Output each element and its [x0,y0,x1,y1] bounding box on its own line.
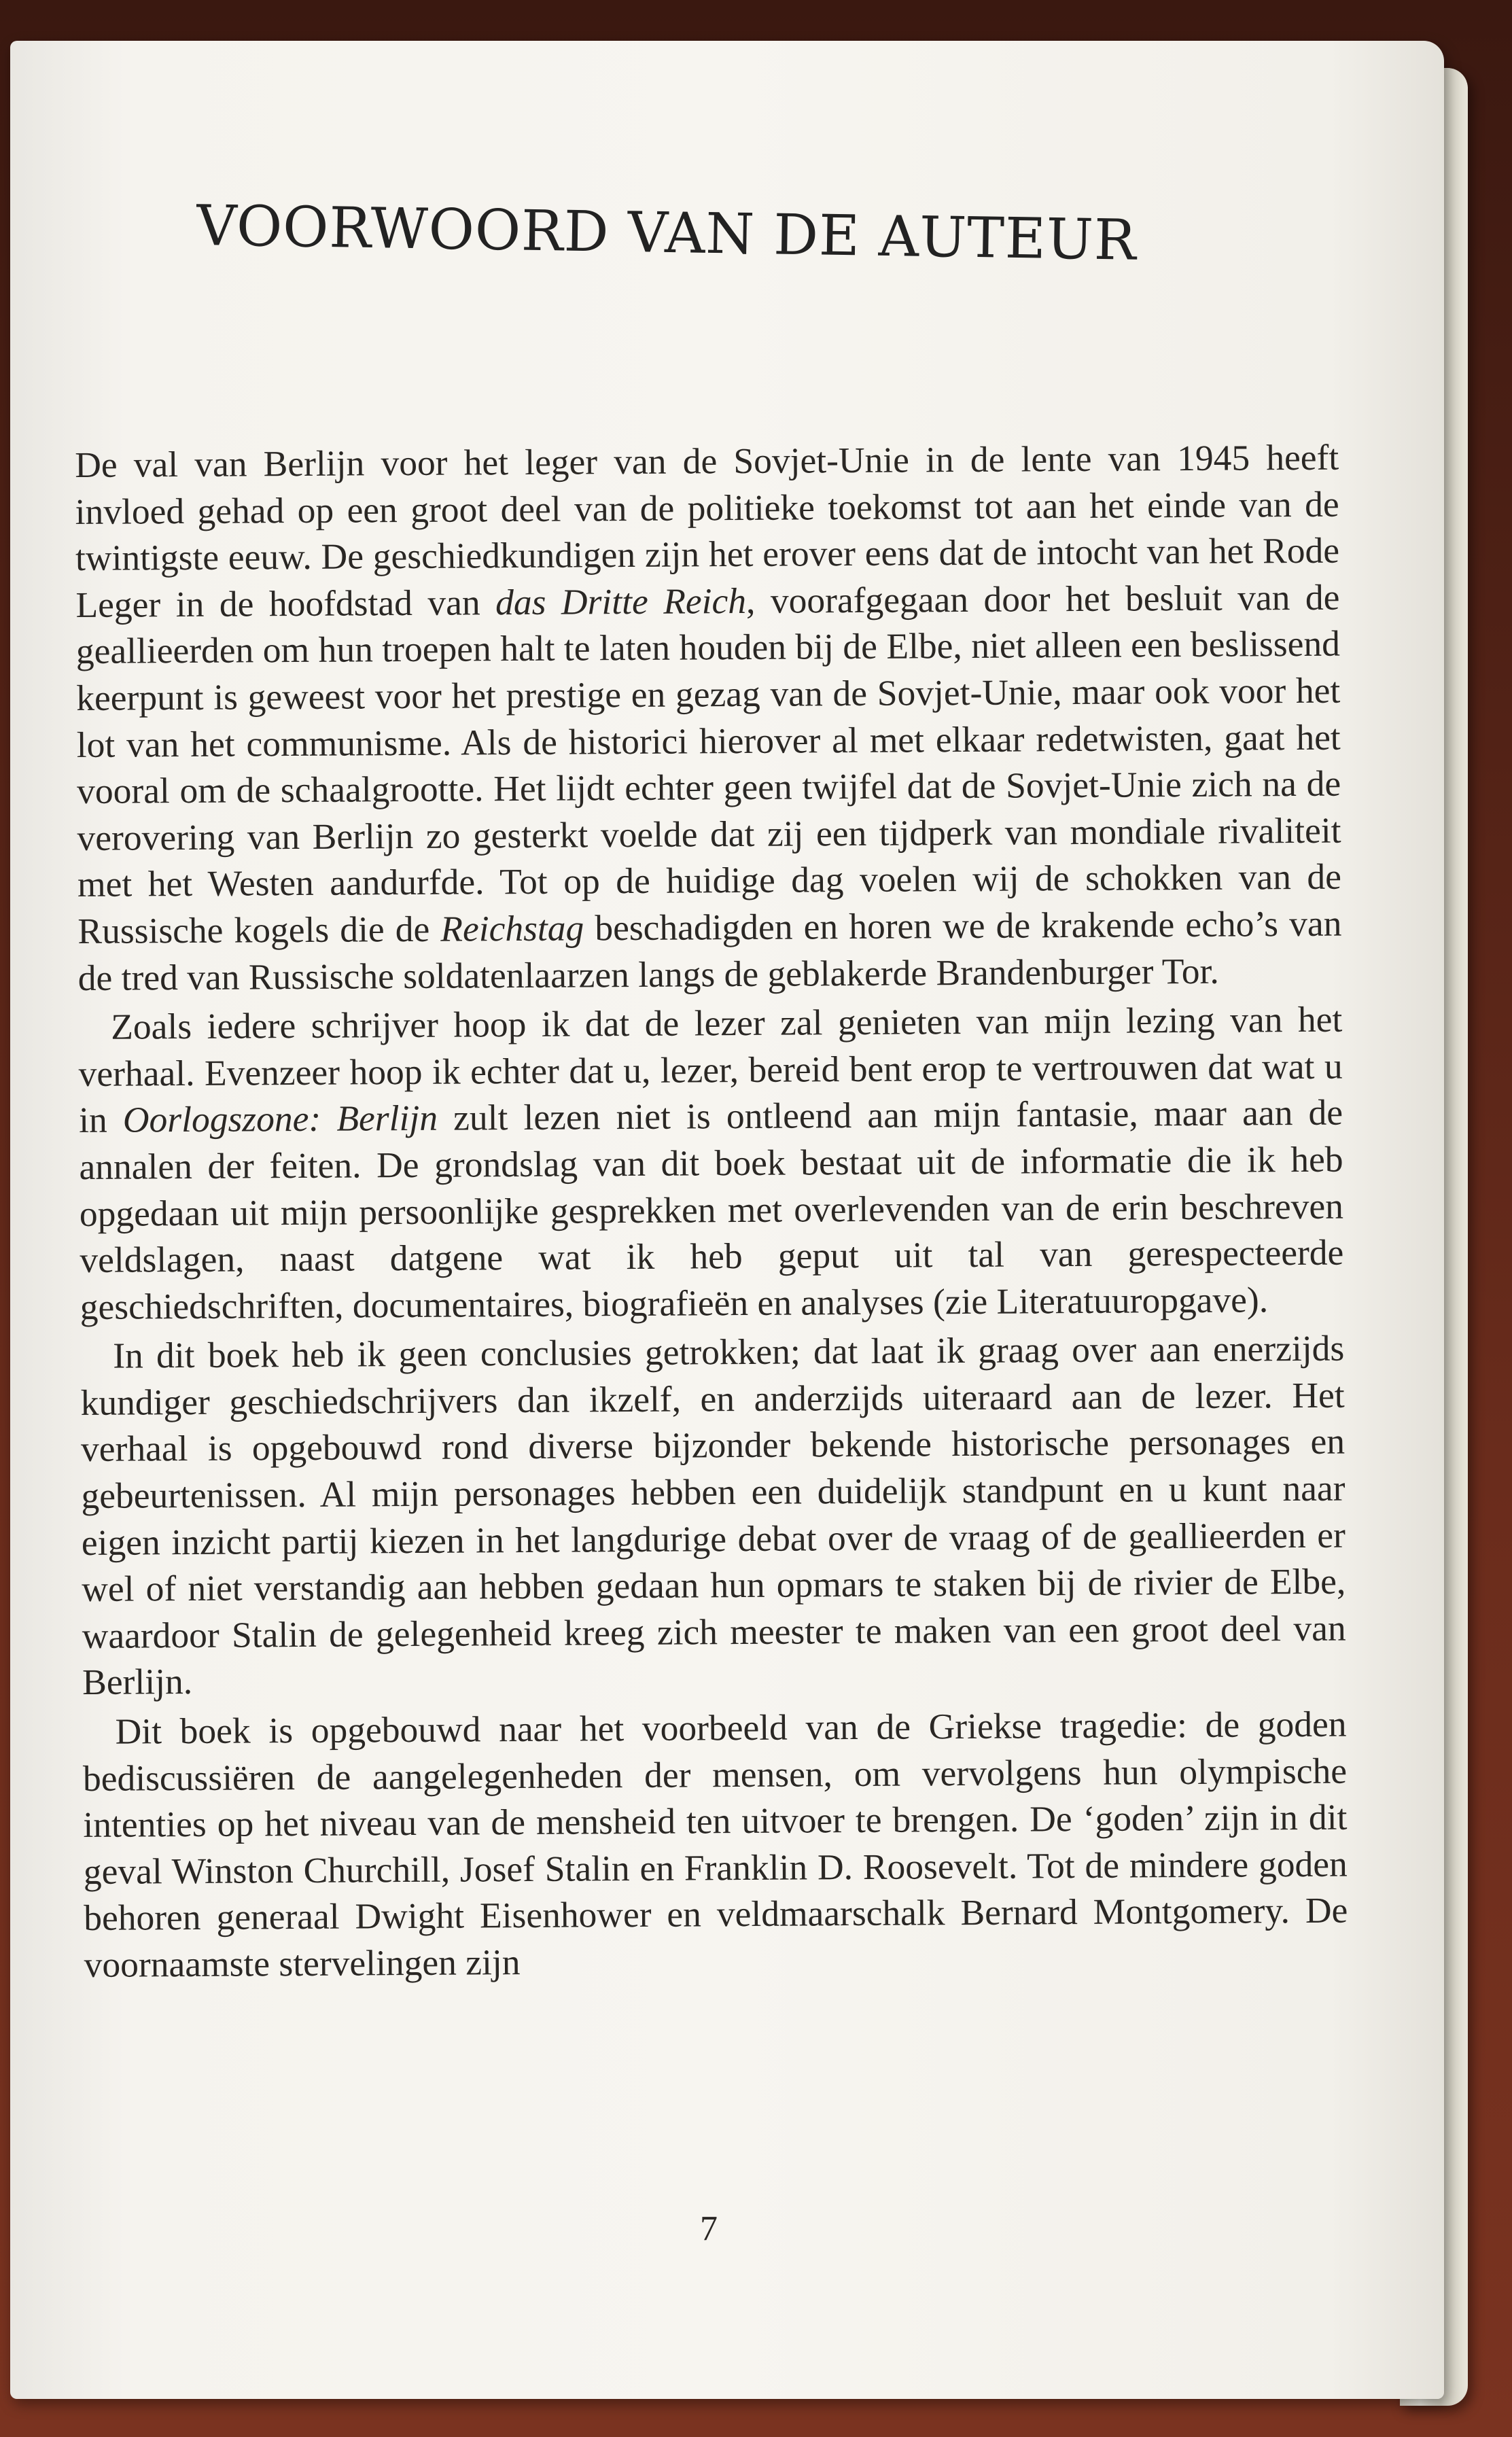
italic-run: das Dritte Reich [495,580,747,623]
italic-run: Oorlogszone: Berlijn [122,1098,438,1140]
paragraph-3 [80,1325,1346,1706]
paragraph-1 [75,434,1342,1001]
text-run: zult lezen niet is ontleend aan mijn fantasie, maar aan de annalen der feiten. De grondslag van dit boek bestaat uit de informatie die ik heb opgedaan uit mijn persoonlijke gesprekken met overlevenden van de erin beschreven veldslagen, naast datgene wat ik heb geput uit tal van gerespecteerde geschiedschriften, documentaires, biografieën en analyses (zie Literatuuropgave). [79,1091,1344,1327]
page-number: 7 [700,2209,718,2248]
body-text [75,434,1348,1988]
text-run: Zoals iedere schrijver hoop ik dat de lezer zal genieten van mijn lezing van het verhaal. Evenzeer hoop ik echter dat u, lezer, bereid bent erop te vertrouwen dat wat u in [78,998,1343,1141]
paragraph-4 [82,1701,1348,1988]
chapter-title: VOORWOORD VAN DE AUTEUR [196,194,1138,273]
text-run: Dit boek is opgebouwd naar het voorbeeld van de Griekse tragedie: de goden bediscussiëren de aangelegenheden der mensen, om vervolgens hun olympische intenties op het niveau van de mensheid ten uitvoer te brengen. De ‘goden’ zijn in dit geval Winston Churchill, Josef Stalin en Franklin D. Roosevelt. Tot de mindere goden behoren generaal Dwight Eisenhower en veldmaarschalk Bernard Montgomery. De voornaamste stervelingen zijn [82,1703,1348,1985]
text-run: beschadigden en horen we de krakende echo’s van de tred van Russische soldatenlaarzen langs de geblakerde Brandenburger Tor. [77,902,1342,998]
italic-run: Reichstag [440,907,584,949]
paragraph-2 [78,996,1344,1331]
text-run: De val van Berlijn voor het leger van de Sovjet-Unie in de lente van 1945 heeft invloed gehad op een groot deel van de politieke toekomst tot aan het einde van de twintigste eeuw. De geschiedkundigen zijn het erover eens dat de intocht van het Rode Leger in de hoofdstad van [75,436,1340,625]
text-run: In dit boek heb ik geen conclusies getrokken; dat laat ik graag over aan enerzijds kundiger geschiedschrijvers dan ikzelf, en anderzijds uiteraard aan de lezer. Het verhaal is opgebouwd rond diverse bijzonder bekende historische personages en gebeurtenissen. Al mijn personages hebben een duidelijk standpunt en u kunt naar eigen inzicht partij kiezen in het langdurige debat over de vraag of de geallieerden er wel of niet verstandig aan hebben gedaan hun opmars te staken bij de rivier de Elbe, waardoor Stalin de gelegenheid kreeg zich meester te maken van een groot deel van Berlijn. [80,1327,1346,1703]
text-run: , voorafgegaan door het besluit van de geallieerden om hun troepen halt te laten houden bij de Elbe, niet alleen een beslissend keerpunt is geweest voor het prestige en gezag van de Sovjet-Unie, maar ook voor het lot van het communisme. Als de historici hierover al met elkaar redetwisten, gaat het vooral om de schaalgrootte. Het lijdt echter geen twijfel dat de Sovjet-Unie zich na de verovering van Berlijn zo gesterkt voelde dat zij een tijdperk van mondiale rivaliteit met het Westen aandurfde. Tot op de huidige dag voelen wij de schokken van de Russische kogels die de [75,576,1342,951]
